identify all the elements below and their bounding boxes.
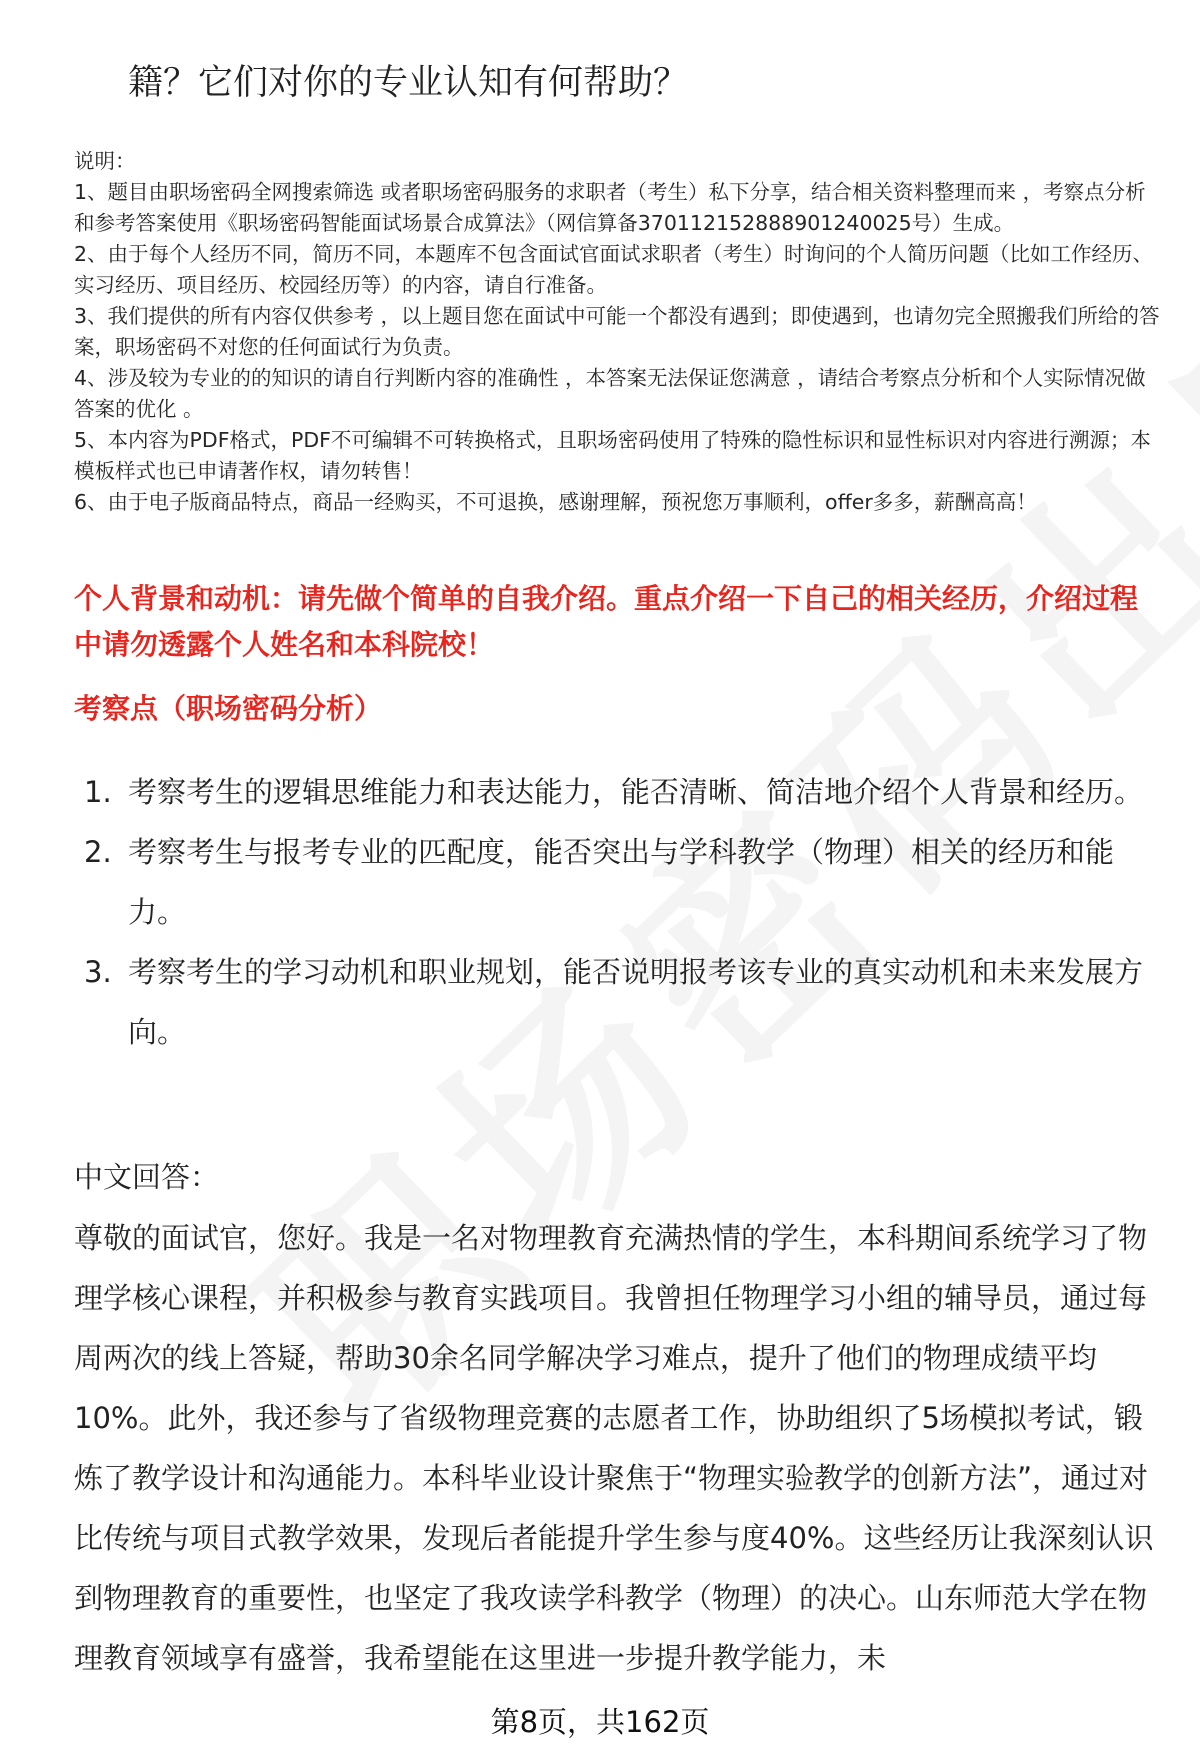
point-number: 2.: [84, 835, 112, 869]
analysis-heading: 考察点（职场密码分析）: [74, 692, 383, 725]
answer-label: 中文回答：: [74, 1160, 220, 1194]
point-number: 3.: [84, 955, 112, 989]
notes-label: 说明：: [74, 149, 136, 173]
answer-text: 尊敬的面试官，您好。我是一名对物理教育充满热情的学生，本科期间系统学习了物理学核心课程，并积极参与教育实践项目。我曾担任物理学习小组的辅导员，通过每周两次的线上答疑，帮助30余名同学解决学习难点，提升了他们的物理成绩平均10%。此外，我还参与了省级物理竞赛的志愿者工作，协助组织了5场模拟考试，锻炼了教学设计和沟通能力。本科毕业设计聚焦于“物理实验教学的创新方法”，通过对比传统与项目式教学效果，发现后者能提升学生参与度40%。这些经历让我深刻认识到物理教育的重要性，也坚定了我攻读学科教学（物理）的决心。山东师范大学在物理教育领域享有盛誉，我希望能在这里进一步提升教学能力，未: [74, 1221, 1154, 1675]
note-item: 1、题目由职场密码全网搜索筛选 或者职场密码服务的求职者（考生）私下分享，结合相关资料整理而来 ，考察点分析和参考答案使用《职场密码智能面试场景合成算法》（网信算备370112152888901240025号）生成。: [74, 180, 1146, 235]
note-item: 2、由于每个人经历不同，简历不同，本题库不包含面试官面试求职者（考生）时询问的个人简历问题（比如工作经历、实习经历、项目经历、校园经历等）的内容，请自行准备。: [74, 242, 1154, 297]
point-number: 1.: [84, 775, 112, 809]
point-text: 考察考生的逻辑思维能力和表达能力，能否清晰、简洁地介绍个人背景和经历。: [128, 775, 1144, 809]
analysis-point: [74, 762, 1164, 822]
analysis-point: [74, 822, 1164, 942]
note-item: 6、由于电子版商品特点，商品一经购买，不可退换，感谢理解，预祝您万事顺利，offer多多，薪酬高高！: [74, 490, 1037, 514]
point-text: 考察考生与报考专业的匹配度，能否突出与学科教学（物理）相关的经历和能力。: [128, 835, 1115, 929]
question-title-continuation: 籍？它们对你的专业认知有何帮助？: [128, 63, 689, 103]
analysis-points-list: [74, 762, 1164, 1062]
page-number: 第8页，共162页: [490, 1705, 710, 1739]
point-text: 考察考生的学习动机和职业规划，能否说明报考该专业的真实动机和未来发展方向。: [128, 955, 1144, 1049]
note-item: 4、涉及较为专业的的知识的请自行判断内容的准确性 ，本答案无法保证您满意 ，请结合考察点分析和个人实际情况做答案的优化 。: [74, 366, 1146, 421]
note-item: 5、本内容为PDF格式，PDF不可编辑不可转换格式，且职场密码使用了特殊的隐性标识和显性标识对内容进行溯源；本模板样式也已申请著作权，请勿转售！: [74, 428, 1151, 483]
notes-section: [74, 146, 1164, 518]
interview-question: 个人背景和动机：请先做个简单的自我介绍。重点介绍一下自己的相关经历，介绍过程中请勿透露个人姓名和本科院校！: [74, 582, 1139, 661]
analysis-point: [74, 942, 1164, 1062]
note-item: 3、我们提供的所有内容仅供参考 ，以上题目您在面试中可能一个都没有遇到；即使遇到，也请勿完全照搬我们所给的答案，职场密码不对您的任何面试行为负责。: [74, 304, 1160, 359]
